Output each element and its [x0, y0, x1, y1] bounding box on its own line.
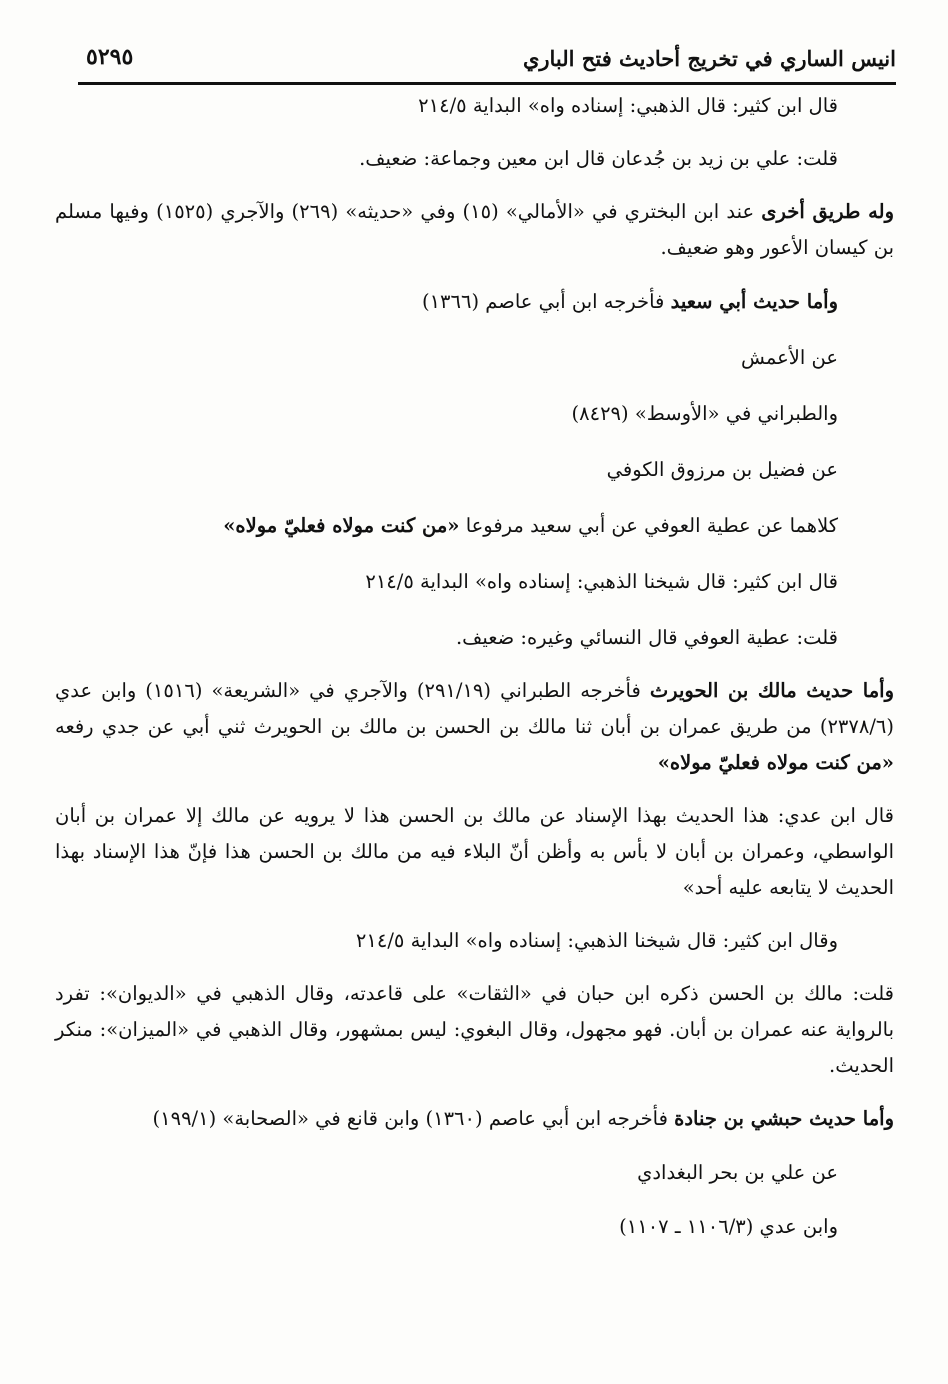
- running-title: انيس الساري في تخريج أحاديث فتح الباري: [522, 46, 896, 71]
- page-header: [78, 40, 896, 80]
- paragraph-7: عن فضيل بن مرزوق الكوفي: [606, 458, 838, 481]
- paragraph-16: عن علي بن بحر البغدادي: [637, 1161, 838, 1184]
- paragraph-13: وقال ابن كثير: قال شيخنا الذهبي: إسناده واه» البداية ٢١٤/٥: [355, 929, 838, 952]
- paragraph-12: قال ابن عدي: هذا الحديث بهذا الإسناد عن مالك بن الحسن هذا لا يرويه عن مالك إلا عمران بن أبان الواسطي، وعمران بن أبان لا بأس به وأظن أنّ البلاء فيه من مالك بن الحسن هذا فإنّ هذا الإسناد بهذا الحديث لا يتابعه عليه أحد»: [55, 804, 894, 899]
- paragraph-3: وله طريق أخرى عند ابن البختري في «الأمالي» (١٥) وفي «حديثه» (٢٦٩) والآجري (١٥٢٥) وفيها مسلم بن كيسان الأعور وهو ضعيف.: [55, 200, 894, 259]
- paragraph-17: وابن عدي (١١٠٦/٣ ـ ١١٠٧): [619, 1215, 838, 1238]
- paragraph-1: قال ابن كثير: قال الذهبي: إسناده واه» البداية ٢١٤/٥: [418, 94, 838, 117]
- paragraph-8: كلاهما عن عطية العوفي عن أبي سعيد مرفوعا «من كنت مولاه فعليّ مولاه»: [223, 514, 838, 537]
- paragraph-5: عن الأعمش: [741, 346, 838, 369]
- paragraph-6: والطبراني في «الأوسط» (٨٤٢٩): [571, 402, 838, 425]
- paragraph-11: وأما حديث مالك بن الحويرث فأخرجه الطبراني (٢٩١/١٩) والآجري في «الشريعة» (١٥١٦) وابن عدي (٢٣٧٨/٦) من طريق عمران بن أبان ثنا مالك بن الحسن بن مالك بن الحويرث ثني أبي عن جدي رفعه «من كنت مولاه فعليّ مولاه»: [55, 679, 895, 774]
- paragraph-14: قلت: مالك بن الحسن ذكره ابن حبان في «الثقات» على قاعدته، وقال الذهبي في «الديوان»: تفرد بالرواية عنه عمران بن أبان. فهو مجهول، وقال البغوي: ليس بمشهور، وقال الذهبي في «الميزان»: منكر الحديث.: [55, 982, 894, 1077]
- paragraph-10: قلت: عطية العوفي قال النسائي وغيره: ضعيف.: [455, 626, 838, 649]
- paragraph-15: وأما حديث حبشي بن جنادة فأخرجه ابن أبي عاصم (١٣٦٠) وابن قانع في «الصحابة» (١٩٩/١): [152, 1107, 894, 1130]
- header-rule: [78, 82, 896, 85]
- page-number: ٥٢٩٥: [86, 44, 134, 70]
- page-body: [55, 88, 895, 1245]
- paragraph-4: وأما حديث أبي سعيد فأخرجه ابن أبي عاصم (١٣٦٦): [421, 290, 838, 313]
- paragraph-9: قال ابن كثير: قال شيخنا الذهبي: إسناده واه» البداية ٢١٤/٥: [365, 570, 838, 593]
- paragraph-2: قلت: علي بن زيد بن جُدعان قال ابن معين وجماعة: ضعيف.: [359, 147, 838, 170]
